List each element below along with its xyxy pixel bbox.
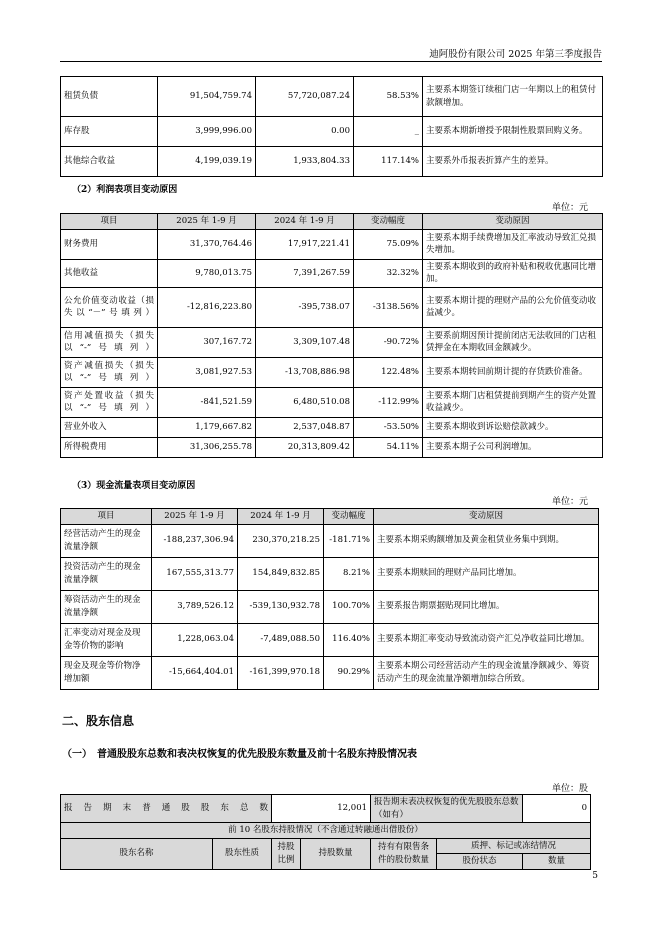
shareholders-table (60, 794, 591, 870)
total-holders-label: 报告期末普通股股东总数 (61, 795, 272, 823)
row-label: 所得税费用 (61, 437, 158, 457)
value-current: 3,081,927.53 (158, 357, 256, 387)
column-header: 2024 年 1-9 月 (256, 214, 354, 230)
cash-caption: （3）现金流量表项目变动原因 (72, 481, 196, 491)
column-header: 2025 年 1-9 月 (152, 509, 238, 525)
change-reason: 主要系本期门店租赁提前到期产生的资产处置收益减少。 (423, 387, 603, 417)
row-label: 投资活动产生的现金流量净额 (61, 557, 152, 590)
value-current: 3,789,526.12 (152, 590, 238, 623)
change-pct: -3138.56% (354, 287, 423, 327)
change-reason: 主要系本期新增授予限制性股票回购义务。 (423, 117, 603, 147)
change-reason: 主要系外币报表折算产生的差异。 (423, 147, 603, 177)
value-current: 167,555,313.77 (152, 557, 238, 590)
column-header: 2025 年 1-9 月 (158, 214, 256, 230)
value-current: 4,199,039.19 (158, 147, 256, 177)
change-pct: -90.72% (354, 327, 423, 357)
change-reason: 主要系前期因预计提前闭店无法收回的门店租赁押金在本期收回金额减少。 (423, 327, 603, 357)
table-row (61, 590, 599, 623)
table-row (61, 623, 599, 656)
value-previous: -395,738.07 (256, 287, 354, 327)
row-label: 租赁负债 (61, 77, 158, 117)
table-row (61, 287, 603, 327)
top10-label: 前 10 名股东持股情况（不含通过转融通出借股份） (61, 823, 591, 839)
value-previous: 154,849,832.85 (238, 557, 324, 590)
column-header: 项目 (61, 214, 158, 230)
change-reason: 主要系本期汇率变动导致流动资产汇兑净收益同比增加。 (374, 623, 599, 656)
row-label: 资产减值损失（损失以“-”号填列） (61, 357, 158, 387)
table-row (61, 147, 603, 177)
value-current: -841,521.59 (158, 387, 256, 417)
value-previous: 3,309,107.48 (256, 327, 354, 357)
change-reason: 主要系本期收到诉讼赔偿款减少。 (423, 417, 603, 437)
table-row (61, 417, 603, 437)
profit-change-table (60, 213, 603, 458)
value-previous: -7,489,088.50 (238, 623, 324, 656)
column-header: 变动幅度 (324, 509, 374, 525)
value-previous: 230,370,218.25 (238, 524, 324, 557)
value-current: 31,306,255.78 (158, 437, 256, 457)
change-reason: 主要系本期采购额增加及黄金租赁业务集中到期。 (374, 524, 599, 557)
table-row (61, 524, 599, 557)
profit-caption: （2）利润表项目变动原因 (72, 185, 178, 195)
table-row (61, 259, 603, 287)
value-previous: 6,480,510.08 (256, 387, 354, 417)
col-status: 股份状态 (437, 854, 523, 870)
pref-holders-value: 0 (523, 795, 591, 823)
section-heading-shareholders: 二、股东信息 (62, 714, 135, 728)
table-row (61, 229, 603, 259)
row-label: 营业外收入 (61, 417, 158, 437)
change-pct: 90.29% (324, 656, 374, 689)
value-current: 3,999,996.00 (158, 117, 256, 147)
column-header: 变动幅度 (354, 214, 423, 230)
row-label: 现金及现金等价物净增加额 (61, 656, 152, 689)
table-row (61, 77, 603, 117)
column-header: 变动原因 (374, 509, 599, 525)
change-reason: 主要系报告期票据贴现同比增加。 (374, 590, 599, 623)
row-label: 财务费用 (61, 229, 158, 259)
value-previous: 0.00 (256, 117, 354, 147)
balance-change-table (60, 76, 603, 177)
value-previous: 7,391,267.59 (256, 259, 354, 287)
change-pct: -112.99% (354, 387, 423, 417)
change-pct: 100.70% (324, 590, 374, 623)
value-current: -12,816,223.80 (158, 287, 256, 327)
col-amount: 数量 (523, 854, 591, 870)
row-label: 信用减值损失（损失以“-”号填列） (61, 327, 158, 357)
header-divider (60, 61, 602, 62)
value-current: 9,780,013.75 (158, 259, 256, 287)
profit-unit: 单位：元 (551, 203, 588, 213)
row-label: 筹资活动产生的现金流量净额 (61, 590, 152, 623)
value-previous: -161,399,970.18 (238, 656, 324, 689)
value-previous: -539,130,932.78 (238, 590, 324, 623)
change-pct: -53.50% (354, 417, 423, 437)
value-current: 307,167.72 (158, 327, 256, 357)
change-pct: 117.14% (354, 147, 423, 177)
shareholders-subheading: （一） 普通股股东总数和表决权恢复的优先股股东数量及前十名股东持股情况表 (62, 749, 417, 760)
table-row (61, 357, 603, 387)
value-current: -188,237,306.94 (152, 524, 238, 557)
total-holders-value: 12,001 (272, 795, 371, 823)
change-pct: 116.40% (324, 623, 374, 656)
change-pct: 54.11% (354, 437, 423, 457)
row-label: 其他收益 (61, 259, 158, 287)
row-label: 库存股 (61, 117, 158, 147)
value-current: -15,664,404.01 (152, 656, 238, 689)
value-previous: 17,917,221.41 (256, 229, 354, 259)
value-previous: 2,537,048.87 (256, 417, 354, 437)
change-reason: 主要系本期手续费增加及汇率波动导致汇兑损失增加。 (423, 229, 603, 259)
change-pct: 32.32% (354, 259, 423, 287)
value-current: 91,504,759.74 (158, 77, 256, 117)
page-number: 5 (592, 871, 598, 881)
row-label: 经营活动产生的现金流量净额 (61, 524, 152, 557)
value-current: 31,370,764.46 (158, 229, 256, 259)
change-reason: 主要系本期转回前期计提的存货跌价准备。 (423, 357, 603, 387)
change-reason: 主要系本期公司经营活动产生的现金流量净额减少、筹资活动产生的现金流量净额增加综合所致。 (374, 656, 599, 689)
change-reason: 主要系本期计提的理财产品的公允价值变动收益减少。 (423, 287, 603, 327)
value-current: 1,179,667.82 (158, 417, 256, 437)
change-pct: 8.21% (324, 557, 374, 590)
col-ratio: 持股比例 (272, 838, 301, 869)
table-row (61, 656, 599, 689)
change-pct: _ (354, 117, 423, 147)
change-reason: 主要系本期签订续租门店一年期以上的租赁付款额增加。 (423, 77, 603, 117)
value-previous: 20,313,809.42 (256, 437, 354, 457)
value-current: 1,228,063.04 (152, 623, 238, 656)
change-reason: 主要系本期赎回的理财产品同比增加。 (374, 557, 599, 590)
col-name: 股东名称 (61, 838, 213, 869)
change-pct: 75.09% (354, 229, 423, 259)
col-qty: 持股数量 (301, 838, 371, 869)
change-reason: 主要系本期子公司利润增加。 (423, 437, 603, 457)
cashflow-change-table (60, 508, 599, 690)
row-label: 资产处置收益（损失以“-”号填列） (61, 387, 158, 417)
value-previous: 57,720,087.24 (256, 77, 354, 117)
change-pct: -181.71% (324, 524, 374, 557)
value-previous: -13,708,886.98 (256, 357, 354, 387)
row-label: 汇率变动对现金及现金等价物的影响 (61, 623, 152, 656)
pref-holders-label: 报告期末表决权恢复的优先股股东总数（如有） (371, 795, 523, 823)
col-pledge: 质押、标记或冻结情况 (437, 838, 591, 854)
change-reason: 主要系本期收到的政府补贴和税收优惠同比增加。 (423, 259, 603, 287)
table-row (61, 117, 603, 147)
col-restricted: 持有有限售条件的股份数量 (371, 838, 437, 869)
change-pct: 58.53% (354, 77, 423, 117)
table-row (61, 437, 603, 457)
column-header: 项目 (61, 509, 152, 525)
col-nature: 股东性质 (213, 838, 272, 869)
shareholders-unit: 单位：股 (551, 784, 588, 794)
row-label: 其他综合收益 (61, 147, 158, 177)
column-header: 变动原因 (423, 214, 603, 230)
table-row (61, 327, 603, 357)
page-header: 迪阿股份有限公司 2025 年第三季度报告 (429, 49, 602, 60)
change-pct: 122.48% (354, 357, 423, 387)
table-row (61, 387, 603, 417)
column-header: 2024 年 1-9 月 (238, 509, 324, 525)
row-label: 公允价值变动收益（损失以“－”号填列） (61, 287, 158, 327)
table-row (61, 557, 599, 590)
cash-unit: 单位：元 (551, 497, 588, 507)
value-previous: 1,933,804.33 (256, 147, 354, 177)
